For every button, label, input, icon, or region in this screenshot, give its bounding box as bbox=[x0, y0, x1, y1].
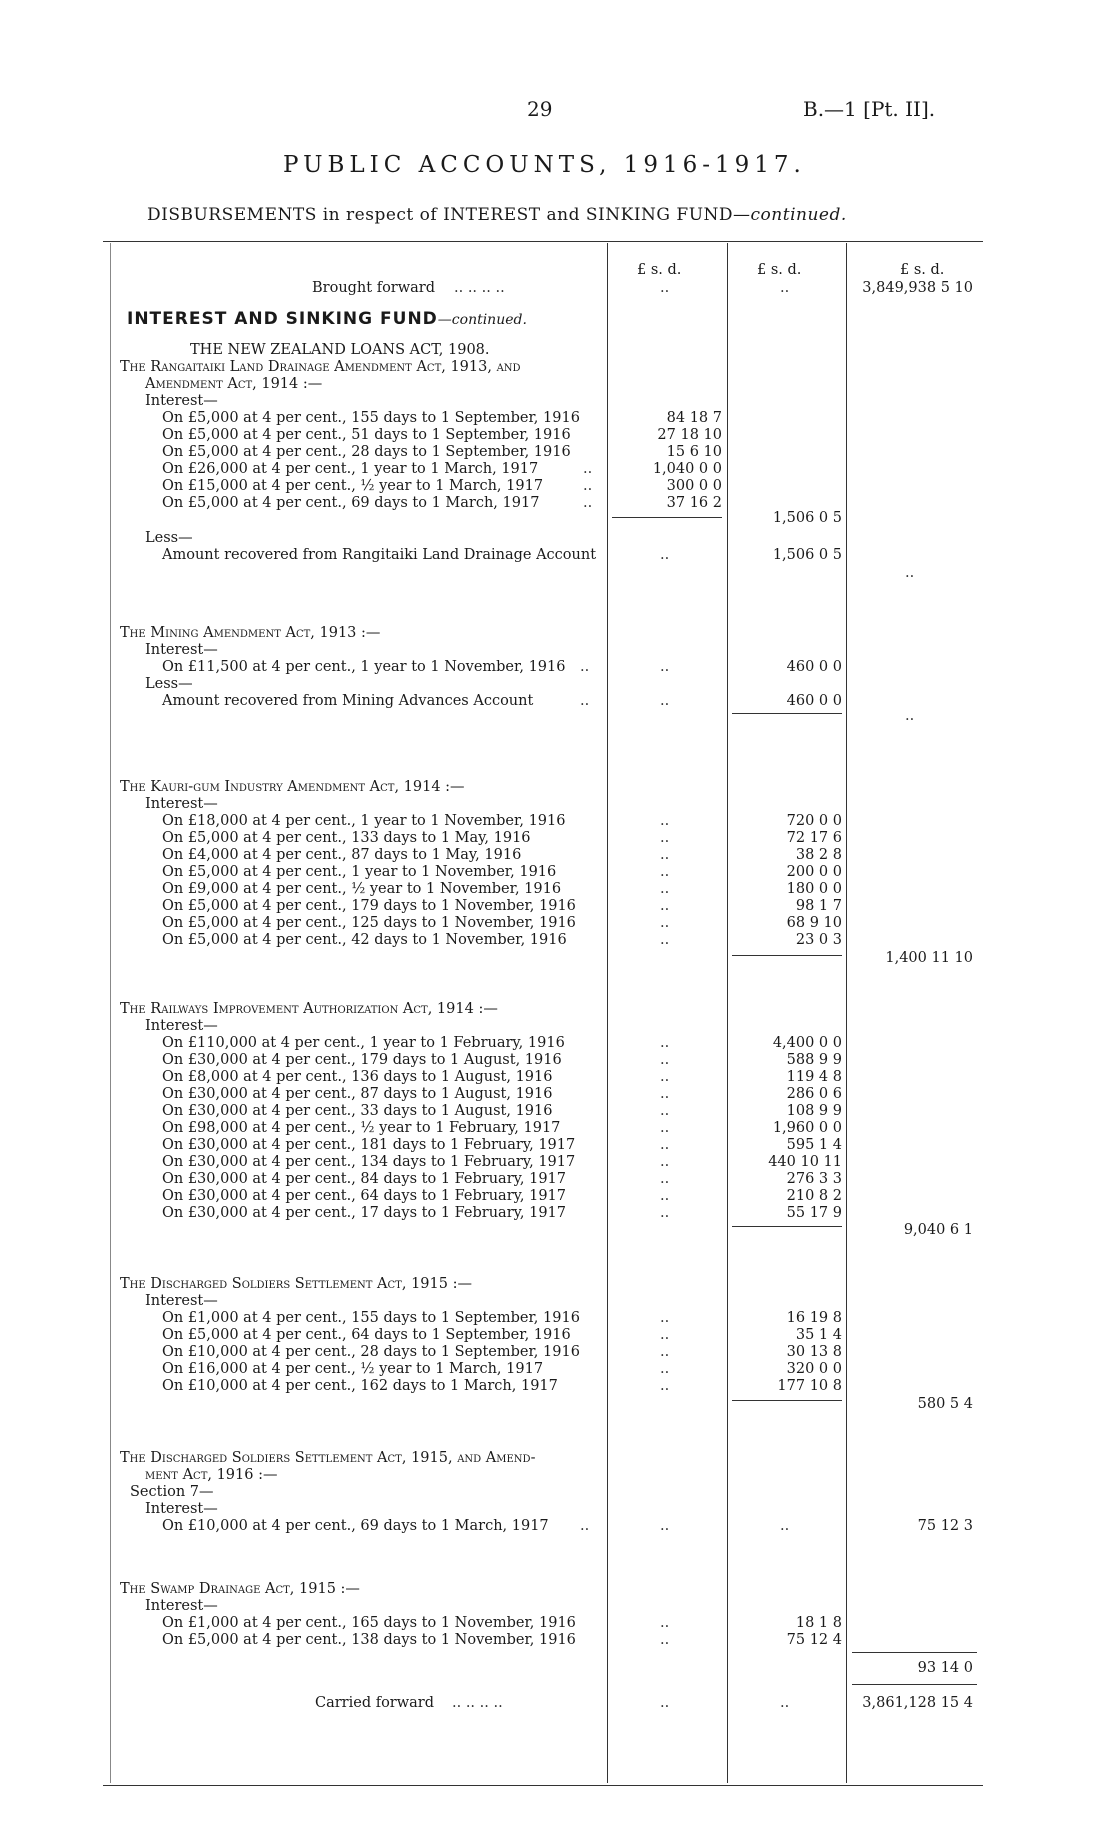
amount-cell: 320 0 0 bbox=[786, 1361, 842, 1377]
interest-item: On £10,000 at 4 per cent., 69 days to 1 March, 1917 bbox=[162, 1518, 549, 1534]
amount-cell: 68 9 10 bbox=[786, 915, 842, 931]
subtotal-cell: 1,506 0 5 bbox=[772, 510, 842, 526]
brought-forward-label: Brought forward bbox=[312, 280, 436, 296]
amount-cell: 75 12 4 bbox=[786, 1632, 842, 1648]
subtotal-rule bbox=[612, 517, 722, 518]
interest-item: On £5,000 at 4 per cent., 155 days to 1 September, 1916 bbox=[162, 410, 580, 426]
interest-item: On £30,000 at 4 per cent., 134 days to 1 February, 1917 bbox=[162, 1154, 576, 1170]
column-rule-3 bbox=[846, 243, 847, 1783]
column-rule-2 bbox=[727, 243, 728, 1783]
leader-dots: .. bbox=[660, 830, 670, 846]
interest-item: On £5,000 at 4 per cent., 125 days to 1 November, 1916 bbox=[162, 915, 576, 931]
leader-dots: .. bbox=[780, 1518, 790, 1534]
interest-item: On £30,000 at 4 per cent., 64 days to 1 February, 1917 bbox=[162, 1188, 567, 1204]
amount-cell: 84 18 7 bbox=[666, 410, 722, 426]
amount-cell: 200 0 0 bbox=[786, 864, 842, 880]
leader-dots: .. bbox=[780, 1695, 790, 1711]
leader-dots: .. bbox=[660, 693, 670, 709]
leader-dots: .. bbox=[660, 1154, 670, 1170]
subtitle-continued: —continued. bbox=[733, 205, 847, 225]
less-amount: 460 0 0 bbox=[786, 693, 842, 709]
interest-label: Interest— bbox=[145, 1293, 218, 1309]
section-heading-cont: —continued. bbox=[437, 312, 527, 328]
interest-item: On £10,000 at 4 per cent., 162 days to 1 March, 1917 bbox=[162, 1378, 558, 1394]
leader-dots: .. bbox=[660, 1103, 670, 1119]
leader-dots: .. bbox=[660, 1205, 670, 1221]
leader-dots: .. bbox=[660, 547, 670, 563]
subtotal-rule bbox=[732, 955, 842, 956]
act-title: The Discharged Soldiers Settlement Act, 1915 :— bbox=[120, 1276, 472, 1292]
section-label: Section 7— bbox=[130, 1484, 214, 1500]
leader-dots: .. bbox=[660, 1120, 670, 1136]
less-item: Amount recovered from Mining Advances Account bbox=[162, 693, 534, 709]
amount-cell: 23 0 3 bbox=[795, 932, 842, 948]
interest-label: Interest— bbox=[145, 642, 218, 658]
leader-dots: .. .. .. .. bbox=[452, 1695, 503, 1711]
subtitle-main: DISBURSEMENTS in respect of INTEREST and SINKING FUND bbox=[147, 205, 734, 225]
leader-dots: .. bbox=[660, 847, 670, 863]
amount-cell: 177 10 8 bbox=[777, 1378, 842, 1394]
interest-item: On £9,000 at 4 per cent., ½ year to 1 November, 1916 bbox=[162, 881, 562, 897]
col2-header: £ s. d. bbox=[757, 262, 802, 278]
amount-cell: 440 10 11 bbox=[768, 1154, 842, 1170]
interest-item: On £30,000 at 4 per cent., 17 days to 1 February, 1917 bbox=[162, 1205, 567, 1221]
interest-item: On £8,000 at 4 per cent., 136 days to 1 August, 1916 bbox=[162, 1069, 553, 1085]
section-heading bbox=[127, 309, 527, 329]
amount-cell: 27 18 10 bbox=[657, 427, 722, 443]
amount-cell: 588 9 9 bbox=[786, 1052, 842, 1068]
interest-item: On £30,000 at 4 per cent., 181 days to 1 February, 1917 bbox=[162, 1137, 576, 1153]
total-rule bbox=[852, 1684, 977, 1685]
column-rule-1 bbox=[607, 243, 608, 1783]
amount-cell: 300 0 0 bbox=[666, 478, 722, 494]
amount-cell: 276 3 3 bbox=[786, 1171, 842, 1187]
amount-cell: 18 1 8 bbox=[795, 1615, 842, 1631]
interest-item: On £5,000 at 4 per cent., 42 days to 1 November, 1916 bbox=[162, 932, 567, 948]
amount-cell: 16 19 8 bbox=[786, 1310, 842, 1326]
amount-cell: 55 17 9 bbox=[786, 1205, 842, 1221]
interest-item: On £110,000 at 4 per cent., 1 year to 1 February, 1916 bbox=[162, 1035, 565, 1051]
interest-item: On £26,000 at 4 per cent., 1 year to 1 March, 1917 bbox=[162, 461, 539, 477]
table-bottom-rule bbox=[103, 1785, 983, 1786]
col1-header: £ s. d. bbox=[637, 262, 682, 278]
leader-dots: .. bbox=[580, 693, 590, 709]
amount-cell: 37 16 2 bbox=[666, 495, 722, 511]
act-title: The Kauri-gum Industry Amendment Act, 1914 :— bbox=[120, 779, 465, 795]
leader-dots: .. bbox=[660, 1171, 670, 1187]
subtotal-rule bbox=[732, 1226, 842, 1227]
leader-dots: .. bbox=[660, 1035, 670, 1051]
table-top-rule bbox=[103, 241, 983, 242]
interest-label: Interest— bbox=[145, 1501, 218, 1517]
interest-item: On £4,000 at 4 per cent., 87 days to 1 May, 1916 bbox=[162, 847, 522, 863]
section-total: 1,400 11 10 bbox=[885, 950, 973, 966]
amount-cell: 720 0 0 bbox=[786, 813, 842, 829]
section-total: 93 14 0 bbox=[917, 1660, 973, 1676]
col3-header: £ s. d. bbox=[900, 262, 945, 278]
leader-dots: .. bbox=[660, 1137, 670, 1153]
leader-dots: .. bbox=[905, 708, 915, 724]
amount-cell: 180 0 0 bbox=[786, 881, 842, 897]
leader-dots: .. bbox=[583, 461, 593, 477]
section-heading-main: INTEREST AND SINKING FUND bbox=[127, 309, 438, 329]
amount-cell: 72 17 6 bbox=[786, 830, 842, 846]
left-margin-rule bbox=[110, 243, 111, 1783]
amount-cell: 98 1 7 bbox=[795, 898, 842, 914]
amount-cell: 38 2 8 bbox=[795, 847, 842, 863]
carried-forward-label: Carried forward bbox=[315, 1695, 435, 1711]
leader-dots: .. bbox=[660, 1086, 670, 1102]
interest-item: On £5,000 at 4 per cent., 51 days to 1 September, 1916 bbox=[162, 427, 571, 443]
amount-cell: 595 1 4 bbox=[786, 1137, 842, 1153]
leader-dots: .. bbox=[580, 1518, 590, 1534]
interest-item: On £5,000 at 4 per cent., 133 days to 1 May, 1916 bbox=[162, 830, 531, 846]
interest-item: On £5,000 at 4 per cent., 69 days to 1 March, 1917 bbox=[162, 495, 540, 511]
act-title: The Swamp Drainage Act, 1915 :— bbox=[120, 1581, 360, 1597]
leader-dots: .. .. .. .. bbox=[454, 280, 505, 296]
amount-cell: 108 9 9 bbox=[786, 1103, 842, 1119]
leader-dots: .. bbox=[660, 1518, 670, 1534]
page-number: 29 bbox=[527, 97, 553, 121]
leader-dots: .. bbox=[660, 659, 670, 675]
leader-dots: .. bbox=[660, 898, 670, 914]
interest-item: On £30,000 at 4 per cent., 33 days to 1 August, 1916 bbox=[162, 1103, 553, 1119]
leader-dots: .. bbox=[660, 864, 670, 880]
leader-dots: .. bbox=[660, 1069, 670, 1085]
leader-dots: .. bbox=[660, 1188, 670, 1204]
interest-label: Interest— bbox=[145, 1018, 218, 1034]
leader-dots: .. bbox=[660, 1695, 670, 1711]
act-title: ment Act, 1916 :— bbox=[145, 1467, 278, 1483]
less-label: Less— bbox=[145, 676, 193, 692]
leader-dots: .. bbox=[660, 1632, 670, 1648]
act-title: Amendment Act, 1914 :— bbox=[145, 376, 323, 392]
act-title: The Discharged Soldiers Settlement Act, 1915, and Amend- bbox=[120, 1450, 536, 1466]
section-total: 75 12 3 bbox=[917, 1518, 973, 1534]
interest-item: On £5,000 at 4 per cent., 138 days to 1 November, 1916 bbox=[162, 1632, 576, 1648]
subtotal-rule bbox=[852, 1652, 977, 1653]
subtotal-rule bbox=[732, 713, 842, 714]
leader-dots: .. bbox=[905, 565, 915, 581]
less-amount: 1,506 0 5 bbox=[772, 547, 842, 563]
leader-dots: .. bbox=[660, 813, 670, 829]
interest-item: On £1,000 at 4 per cent., 155 days to 1 September, 1916 bbox=[162, 1310, 580, 1326]
interest-item: On £5,000 at 4 per cent., 179 days to 1 November, 1916 bbox=[162, 898, 576, 914]
leader-dots: .. bbox=[660, 881, 670, 897]
act-title: The Railways Improvement Authorization Act, 1914 :— bbox=[120, 1001, 498, 1017]
leader-dots: .. bbox=[583, 478, 593, 494]
amount-cell: 210 8 2 bbox=[786, 1188, 842, 1204]
leader-dots: .. bbox=[660, 1052, 670, 1068]
page-title: PUBLIC ACCOUNTS, 1916-1917. bbox=[283, 152, 806, 178]
interest-label: Interest— bbox=[145, 1598, 218, 1614]
amount-cell: 30 13 8 bbox=[786, 1344, 842, 1360]
amount-cell: 1,040 0 0 bbox=[652, 461, 722, 477]
leader-dots: .. bbox=[580, 659, 590, 675]
interest-label: Interest— bbox=[145, 796, 218, 812]
section-total: 9,040 6 1 bbox=[903, 1222, 973, 1238]
document-reference: B.—1 [Pt. II]. bbox=[803, 97, 936, 121]
leader-dots: .. bbox=[660, 1327, 670, 1343]
leader-dots: .. bbox=[660, 1310, 670, 1326]
brought-forward-total: 3,849,938 5 10 bbox=[862, 280, 973, 296]
interest-item: On £10,000 at 4 per cent., 28 days to 1 September, 1916 bbox=[162, 1344, 580, 1360]
less-label: Less— bbox=[145, 530, 193, 546]
amount-cell: 460 0 0 bbox=[786, 659, 842, 675]
interest-label: Interest— bbox=[145, 393, 218, 409]
leader-dots: .. bbox=[660, 1361, 670, 1377]
leader-dots: .. bbox=[780, 280, 790, 296]
leader-dots: .. bbox=[660, 915, 670, 931]
amount-cell: 286 0 6 bbox=[786, 1086, 842, 1102]
leader-dots: .. bbox=[660, 280, 670, 296]
amount-cell: 4,400 0 0 bbox=[772, 1035, 842, 1051]
interest-item: On £98,000 at 4 per cent., ½ year to 1 February, 1917 bbox=[162, 1120, 561, 1136]
act-title: The Mining Amendment Act, 1913 :— bbox=[120, 625, 381, 641]
amount-cell: 35 1 4 bbox=[795, 1327, 842, 1343]
amount-cell: 15 6 10 bbox=[666, 444, 722, 460]
interest-item: On £5,000 at 4 per cent., 28 days to 1 September, 1916 bbox=[162, 444, 571, 460]
act-heading-loans: THE NEW ZEALAND LOANS ACT, 1908. bbox=[190, 342, 490, 358]
act-title: The Rangaitaiki Land Drainage Amendment Act, 1913, and bbox=[120, 359, 521, 375]
leader-dots: .. bbox=[660, 1344, 670, 1360]
subtotal-rule bbox=[732, 1400, 842, 1401]
amount-cell: 119 4 8 bbox=[786, 1069, 842, 1085]
interest-item: On £5,000 at 4 per cent., 1 year to 1 November, 1916 bbox=[162, 864, 557, 880]
interest-item: On £30,000 at 4 per cent., 179 days to 1 August, 1916 bbox=[162, 1052, 562, 1068]
leader-dots: .. bbox=[660, 932, 670, 948]
interest-item: On £5,000 at 4 per cent., 64 days to 1 September, 1916 bbox=[162, 1327, 571, 1343]
leader-dots: .. bbox=[660, 1615, 670, 1631]
interest-item: On £30,000 at 4 per cent., 84 days to 1 February, 1917 bbox=[162, 1171, 567, 1187]
interest-item: On £30,000 at 4 per cent., 87 days to 1 August, 1916 bbox=[162, 1086, 553, 1102]
less-item: Amount recovered from Rangitaiki Land Drainage Account bbox=[162, 547, 597, 563]
interest-item: On £11,500 at 4 per cent., 1 year to 1 November, 1916 bbox=[162, 659, 566, 675]
interest-item: On £16,000 at 4 per cent., ½ year to 1 March, 1917 bbox=[162, 1361, 544, 1377]
section-total: 580 5 4 bbox=[917, 1396, 973, 1412]
leader-dots: .. bbox=[660, 1378, 670, 1394]
leader-dots: .. bbox=[583, 495, 593, 511]
amount-cell: 1,960 0 0 bbox=[772, 1120, 842, 1136]
interest-item: On £1,000 at 4 per cent., 165 days to 1 November, 1916 bbox=[162, 1615, 576, 1631]
page-subtitle bbox=[147, 205, 847, 225]
interest-item: On £18,000 at 4 per cent., 1 year to 1 November, 1916 bbox=[162, 813, 566, 829]
carried-forward-total: 3,861,128 15 4 bbox=[862, 1695, 973, 1711]
interest-item: On £15,000 at 4 per cent., ½ year to 1 March, 1917 bbox=[162, 478, 544, 494]
